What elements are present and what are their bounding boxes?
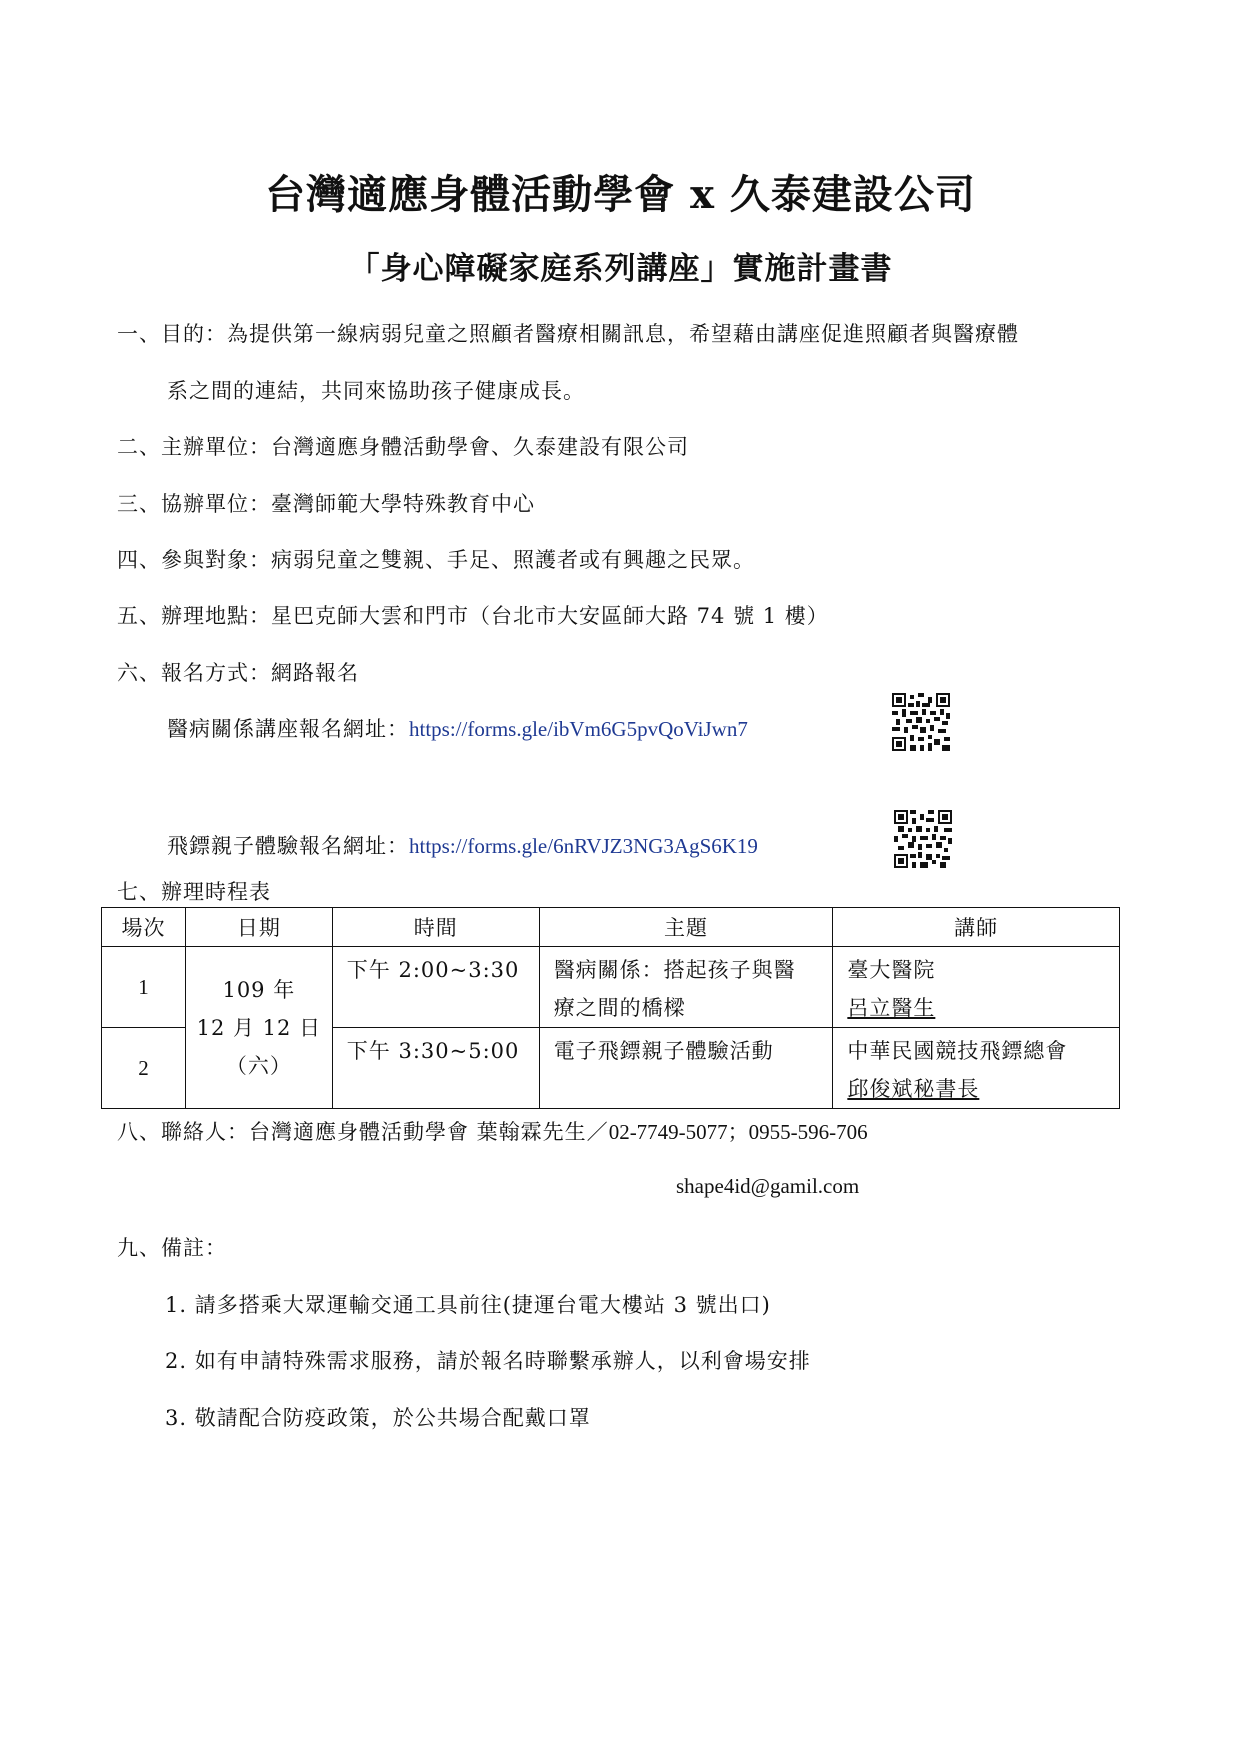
date-day: 12 月 12 日 [196,1015,322,1040]
document-title: 台灣適應身體活動學會 x 久泰建設公司 [265,171,976,218]
date-weekday: （六） [225,1053,292,1078]
session-time: 下午 3:30~5:00 [332,1028,539,1109]
participants-line: 四、參與對象：病弱兒童之雙親、手足、照護者或有興趣之民眾。 [117,548,755,572]
contact-email[interactable]: shape4id@gamil.com [676,1174,860,1198]
registration-url-1[interactable]: https://forms.gle/ibVm6G5pvQoViJwn7 [409,717,748,741]
qr-code-icon [894,810,952,868]
speaker-org: 中華民國競技飛鏢總會 [847,1039,1068,1063]
note-item: 1. 請多搭乘大眾運輸交通工具前往(捷運台電大樓站 3 號出口) [165,1293,771,1317]
header-time: 時間 [332,908,539,947]
registration-link-row-1 [167,713,748,743]
session-number: 2 [102,1028,186,1109]
registration-label-1: 醫病關係講座報名網址： [167,717,409,741]
session-time: 下午 2:00~3:30 [332,947,539,1028]
registration-link-row-2 [167,830,758,860]
purpose-line-2: 系之間的連結，共同來協助孩子健康成長。 [167,379,585,403]
venue-line: 五、辦理地點：星巴克師大雲和門市（台北市大安區師大路 74 號 1 樓） [117,604,829,628]
contact-line [117,1116,868,1146]
table-row [102,947,1120,1028]
schedule-table [101,907,1120,1109]
speaker-name: 呂立醫生 [847,996,936,1020]
organizer-line: 二、主辦單位：台灣適應身體活動學會、久泰建設有限公司 [117,435,689,459]
note-item: 2. 如有申請特殊需求服務，請於報名時聯繫承辦人，以利會場安排 [165,1349,811,1373]
session-speaker [833,1028,1120,1109]
contact-phone: 02-7749-5077；0955-596-706 [608,1120,868,1144]
header-speaker: 講師 [833,908,1120,947]
schedule-heading: 七、辦理時程表 [117,880,271,904]
table-header-row [102,908,1120,947]
purpose-line-1: 一、目的：為提供第一線病弱兒童之照顧者醫療相關訊息，希望藉由講座促進照顧者與醫療體 [117,322,1019,346]
registration-line: 六、報名方式：網路報名 [117,661,359,685]
topic-line: 醫病關係：搭起孩子與醫 [553,958,796,982]
session-topic: 電子飛鏢親子體驗活動 [539,1028,833,1109]
qr-code-icon [892,693,950,751]
note-item: 3. 敬請配合防疫政策，於公共場合配戴口罩 [165,1406,591,1430]
speaker-org: 臺大醫院 [847,958,936,982]
header-date: 日期 [185,908,332,947]
registration-url-2[interactable]: https://forms.gle/6nRVJZ3NG3AgS6K19 [409,834,758,858]
registration-label-2: 飛鏢親子體驗報名網址： [167,834,409,858]
session-number: 1 [102,947,186,1028]
date-year: 109 年 [222,977,296,1002]
header-topic: 主題 [539,908,833,947]
document-subtitle: 「身心障礙家庭系列講座」實施計畫書 [348,251,893,287]
session-speaker [833,947,1120,1028]
session-date [185,947,332,1109]
co-organizer-line: 三、協辦單位：臺灣師範大學特殊教育中心 [117,492,535,516]
contact-person: 八、聯絡人：台灣適應身體活動學會 葉翰霖先生／ [117,1120,609,1144]
topic-line: 療之間的橋樑 [553,996,686,1020]
speaker-name: 邱俊斌秘書長 [847,1077,980,1101]
notes-heading: 九、備註： [117,1236,227,1260]
session-topic [539,947,833,1028]
header-session: 場次 [102,908,186,947]
